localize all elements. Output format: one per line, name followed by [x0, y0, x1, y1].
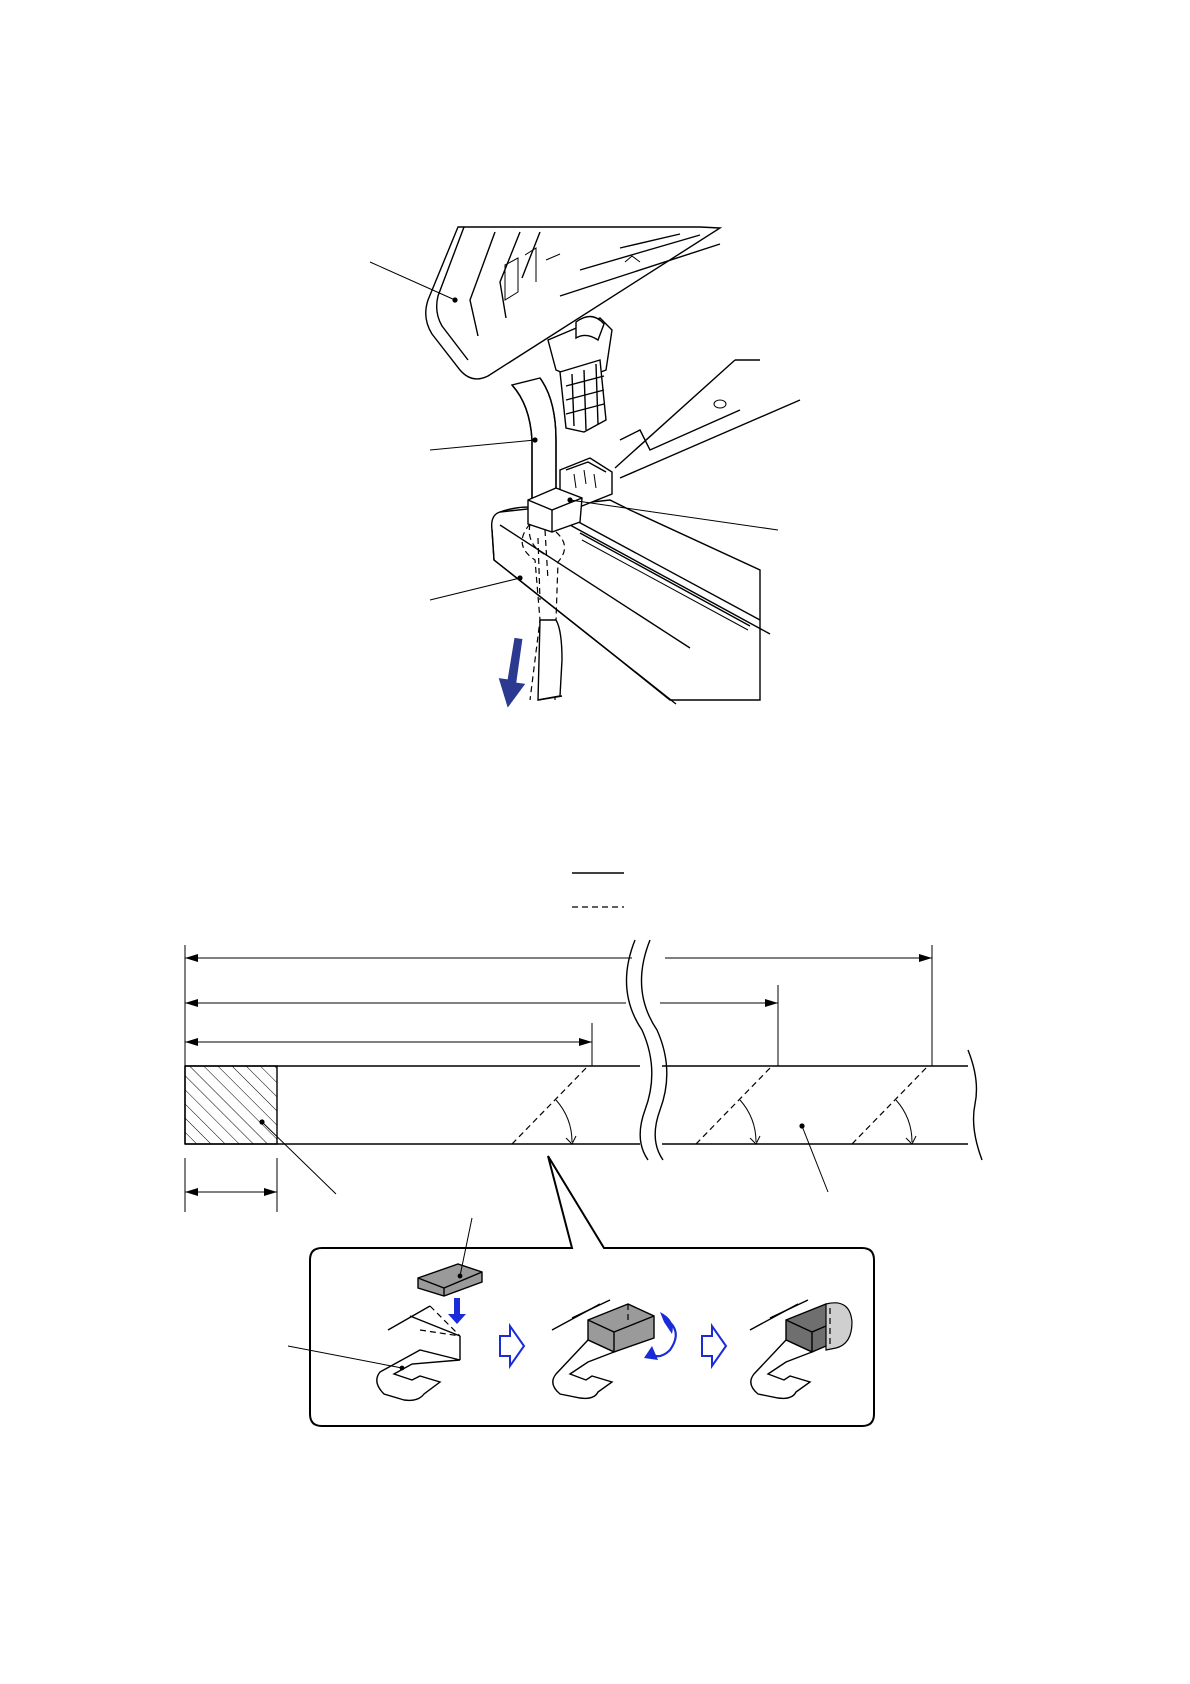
- cable-dimension-diagram: [185, 940, 982, 1212]
- down-arrow-icon: [495, 637, 531, 710]
- hinge-clip: [548, 316, 612, 432]
- fold-lines: [512, 1066, 928, 1144]
- line-style-legend: [572, 873, 624, 907]
- hollow-right-arrow-icon: [500, 1326, 524, 1366]
- assembly-step-1: [288, 1218, 482, 1400]
- detail-callout: [288, 1156, 874, 1426]
- hatched-contact-area: [185, 1066, 277, 1144]
- cable-strip: [185, 1050, 982, 1160]
- assembly-step-3: [750, 1300, 852, 1398]
- cable-end: [538, 620, 562, 700]
- hollow-right-arrow-icon-2: [702, 1326, 726, 1366]
- strip-leaders: [259, 1119, 828, 1194]
- top-assembly-illustration: [370, 227, 800, 710]
- assembly-step-2: [552, 1300, 676, 1398]
- break-marks: [626, 940, 666, 1160]
